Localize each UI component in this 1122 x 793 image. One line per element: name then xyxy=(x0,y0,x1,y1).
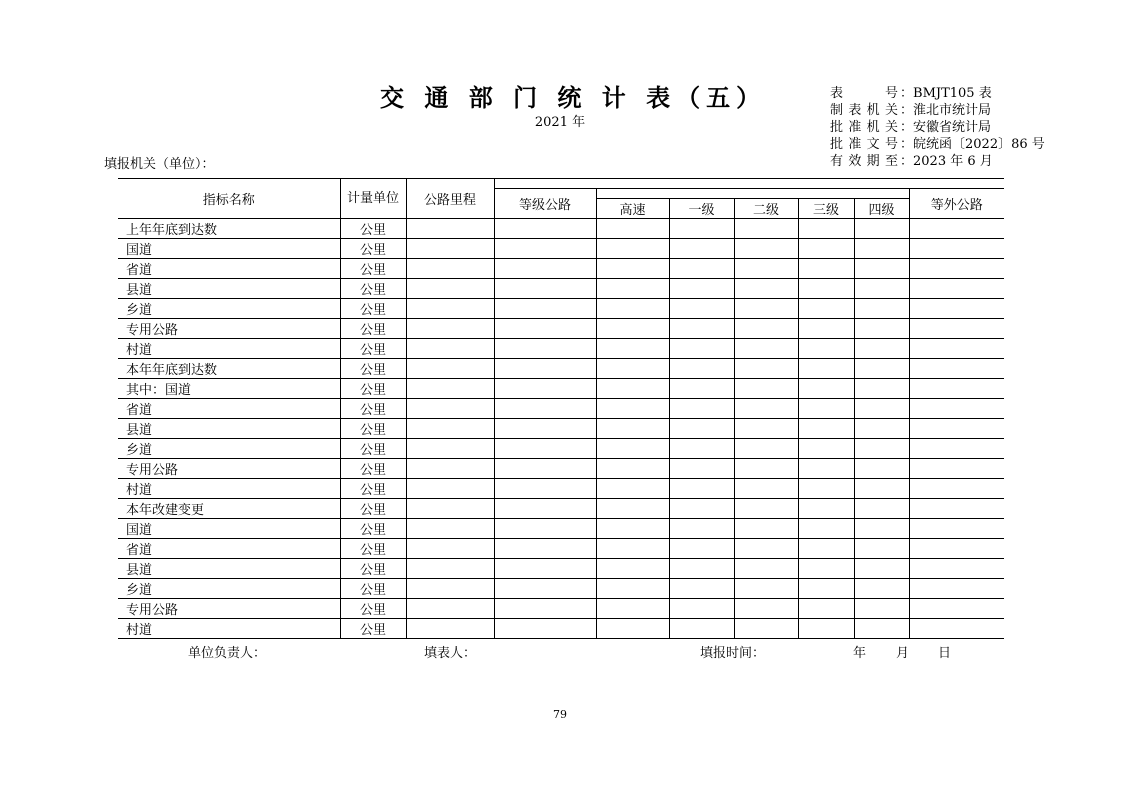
data-cell[interactable] xyxy=(669,379,734,399)
data-cell[interactable] xyxy=(909,419,1004,439)
data-cell[interactable] xyxy=(494,339,596,359)
data-cell[interactable] xyxy=(596,479,669,499)
row-unit: 公里 xyxy=(340,259,406,279)
meta-form-number: 表 号 ： BMJT105 表 xyxy=(830,86,992,101)
meta-issuer: 制表机关 ： 淮北市统计局 xyxy=(830,103,992,118)
data-cell[interactable] xyxy=(406,459,494,479)
header-name: 指标名称 xyxy=(118,179,340,219)
data-cell[interactable] xyxy=(798,339,854,359)
data-cell[interactable] xyxy=(494,519,596,539)
data-cell[interactable] xyxy=(734,579,798,599)
row-indicator-name: 县道 xyxy=(118,559,340,579)
data-cell[interactable] xyxy=(406,299,494,319)
data-cell[interactable] xyxy=(669,479,734,499)
data-cell[interactable] xyxy=(798,519,854,539)
data-cell[interactable] xyxy=(798,439,854,459)
footer-preparer: 填表人： xyxy=(424,646,477,661)
data-cell[interactable] xyxy=(494,319,596,339)
data-cell[interactable] xyxy=(854,459,909,479)
row-unit: 公里 xyxy=(340,499,406,519)
data-cell[interactable] xyxy=(494,419,596,439)
row-indicator-name: 省道 xyxy=(118,259,340,279)
data-cell[interactable] xyxy=(909,579,1004,599)
data-cell[interactable] xyxy=(854,499,909,519)
data-cell[interactable] xyxy=(596,499,669,519)
table-row xyxy=(118,599,1004,619)
data-cell[interactable] xyxy=(854,359,909,379)
data-cell[interactable] xyxy=(406,579,494,599)
header-unit: 计量单位 xyxy=(340,179,406,219)
data-cell[interactable] xyxy=(854,419,909,439)
data-cell[interactable] xyxy=(669,499,734,519)
row-indicator-name: 本年改建变更 xyxy=(118,499,340,519)
row-unit: 公里 xyxy=(340,279,406,299)
data-cell[interactable] xyxy=(494,579,596,599)
data-cell[interactable] xyxy=(669,399,734,419)
data-cell[interactable] xyxy=(854,299,909,319)
data-cell[interactable] xyxy=(734,439,798,459)
data-cell[interactable] xyxy=(406,339,494,359)
table-row xyxy=(118,359,1004,379)
meta-value: 淮北市统计局 xyxy=(913,103,992,118)
data-cell[interactable] xyxy=(854,559,909,579)
header-class1: 一级 xyxy=(669,199,734,219)
data-cell[interactable] xyxy=(909,279,1004,299)
data-cell[interactable] xyxy=(909,319,1004,339)
data-cell[interactable] xyxy=(406,439,494,459)
data-cell[interactable] xyxy=(798,359,854,379)
data-cell[interactable] xyxy=(494,539,596,559)
meta-label: 批准机关 xyxy=(830,120,898,135)
data-cell[interactable] xyxy=(596,399,669,419)
row-unit: 公里 xyxy=(340,379,406,399)
data-cell[interactable] xyxy=(854,279,909,299)
row-indicator-name: 专用公路 xyxy=(118,459,340,479)
data-cell[interactable] xyxy=(669,359,734,379)
data-cell[interactable] xyxy=(494,299,596,319)
table-row xyxy=(118,419,1004,439)
data-cell[interactable] xyxy=(406,559,494,579)
data-cell[interactable] xyxy=(669,539,734,559)
row-unit: 公里 xyxy=(340,519,406,539)
data-cell[interactable] xyxy=(596,539,669,559)
data-cell[interactable] xyxy=(734,339,798,359)
row-indicator-name: 村道 xyxy=(118,479,340,499)
data-cell[interactable] xyxy=(734,239,798,259)
data-cell[interactable] xyxy=(406,239,494,259)
data-cell[interactable] xyxy=(494,499,596,519)
table-row xyxy=(118,579,1004,599)
row-indicator-name: 省道 xyxy=(118,539,340,559)
data-cell[interactable] xyxy=(909,459,1004,479)
meta-value: BMJT105 表 xyxy=(913,86,992,101)
table-row xyxy=(118,379,1004,399)
data-cell[interactable] xyxy=(854,619,909,639)
data-cell[interactable] xyxy=(909,499,1004,519)
data-cell[interactable] xyxy=(854,579,909,599)
data-cell[interactable] xyxy=(909,439,1004,459)
data-cell[interactable] xyxy=(596,419,669,439)
data-cell[interactable] xyxy=(854,599,909,619)
data-cell[interactable] xyxy=(734,419,798,439)
data-cell[interactable] xyxy=(798,539,854,559)
data-cell[interactable] xyxy=(669,279,734,299)
form-meta xyxy=(830,85,1045,170)
data-cell[interactable] xyxy=(596,279,669,299)
row-unit: 公里 xyxy=(340,219,406,239)
header-substandard: 等外公路 xyxy=(909,189,1004,219)
row-unit: 公里 xyxy=(340,599,406,619)
data-cell[interactable] xyxy=(909,239,1004,259)
row-unit: 公里 xyxy=(340,539,406,559)
page-number: 79 xyxy=(553,708,567,721)
data-cell[interactable] xyxy=(406,419,494,439)
header-blank-sub xyxy=(596,189,909,199)
data-cell[interactable] xyxy=(909,379,1004,399)
data-cell[interactable] xyxy=(494,259,596,279)
row-indicator-name: 国道 xyxy=(118,519,340,539)
data-cell[interactable] xyxy=(854,439,909,459)
statistics-table xyxy=(118,178,1004,639)
row-unit: 公里 xyxy=(340,559,406,579)
data-cell[interactable] xyxy=(494,239,596,259)
data-cell[interactable] xyxy=(734,599,798,619)
data-cell[interactable] xyxy=(734,279,798,299)
row-indicator-name: 县道 xyxy=(118,279,340,299)
data-cell[interactable] xyxy=(669,519,734,539)
data-cell[interactable] xyxy=(406,279,494,299)
data-cell[interactable] xyxy=(734,519,798,539)
data-cell[interactable] xyxy=(596,359,669,379)
data-cell[interactable] xyxy=(494,359,596,379)
row-indicator-name: 专用公路 xyxy=(118,319,340,339)
data-cell[interactable] xyxy=(406,539,494,559)
table-row xyxy=(118,459,1004,479)
table-row xyxy=(118,499,1004,519)
filler-label: 填报机关（单位）： xyxy=(104,157,215,172)
data-cell[interactable] xyxy=(596,239,669,259)
data-cell[interactable] xyxy=(494,379,596,399)
data-cell[interactable] xyxy=(494,279,596,299)
meta-value: 皖统函〔2022〕86 号 xyxy=(913,137,1045,152)
data-cell[interactable] xyxy=(854,339,909,359)
footer-month: 月 xyxy=(896,646,910,661)
data-cell[interactable] xyxy=(734,459,798,479)
data-cell[interactable] xyxy=(494,439,596,459)
meta-value: 2023 年 6 月 xyxy=(913,154,993,169)
row-indicator-name: 乡道 xyxy=(118,299,340,319)
table-body xyxy=(118,219,1004,639)
data-cell[interactable] xyxy=(909,399,1004,419)
meta-label: 有效期至 xyxy=(830,154,898,169)
data-cell[interactable] xyxy=(669,419,734,439)
table-row xyxy=(118,279,1004,299)
data-cell[interactable] xyxy=(909,219,1004,239)
data-cell[interactable] xyxy=(734,259,798,279)
row-indicator-name: 乡道 xyxy=(118,439,340,459)
data-cell[interactable] xyxy=(734,399,798,419)
row-unit: 公里 xyxy=(340,339,406,359)
data-cell[interactable] xyxy=(669,599,734,619)
data-cell[interactable] xyxy=(798,299,854,319)
data-cell[interactable] xyxy=(909,299,1004,319)
row-indicator-name: 上年年底到达数 xyxy=(118,219,340,239)
data-cell[interactable] xyxy=(596,559,669,579)
row-unit: 公里 xyxy=(340,319,406,339)
data-cell[interactable] xyxy=(494,619,596,639)
row-indicator-name: 专用公路 xyxy=(118,599,340,619)
data-cell[interactable] xyxy=(798,579,854,599)
data-cell[interactable] xyxy=(669,319,734,339)
meta-approver: 批准机关 ： 安徽省统计局 xyxy=(830,120,992,135)
table-row xyxy=(118,259,1004,279)
data-cell[interactable] xyxy=(798,559,854,579)
table-row xyxy=(118,399,1004,419)
data-cell[interactable] xyxy=(734,539,798,559)
data-cell[interactable] xyxy=(798,599,854,619)
header-class3: 三级 xyxy=(798,199,854,219)
table-row xyxy=(118,439,1004,459)
data-cell[interactable] xyxy=(406,479,494,499)
data-cell[interactable] xyxy=(734,619,798,639)
data-cell[interactable] xyxy=(669,239,734,259)
row-indicator-name: 省道 xyxy=(118,399,340,419)
data-cell[interactable] xyxy=(909,479,1004,499)
data-cell[interactable] xyxy=(734,319,798,339)
data-cell[interactable] xyxy=(406,499,494,519)
data-cell[interactable] xyxy=(798,219,854,239)
header-expressway: 高速 xyxy=(596,199,669,219)
row-unit: 公里 xyxy=(340,619,406,639)
header-graded: 等级公路 xyxy=(494,189,596,219)
meta-label: 批准文号 xyxy=(830,137,898,152)
row-unit: 公里 xyxy=(340,299,406,319)
row-unit: 公里 xyxy=(340,359,406,379)
meta-value: 安徽省统计局 xyxy=(913,120,992,135)
meta-valid-until: 有效期至 ： 2023 年 6 月 xyxy=(830,154,993,169)
data-cell[interactable] xyxy=(669,219,734,239)
data-cell[interactable] xyxy=(669,299,734,319)
data-cell[interactable] xyxy=(909,559,1004,579)
data-cell[interactable] xyxy=(669,579,734,599)
data-cell[interactable] xyxy=(909,359,1004,379)
data-cell[interactable] xyxy=(494,559,596,579)
data-cell[interactable] xyxy=(798,319,854,339)
data-cell[interactable] xyxy=(734,499,798,519)
row-indicator-name: 其中：国道 xyxy=(118,379,340,399)
data-cell[interactable] xyxy=(734,299,798,319)
data-cell[interactable] xyxy=(406,399,494,419)
data-cell[interactable] xyxy=(669,619,734,639)
data-cell[interactable] xyxy=(494,399,596,419)
data-cell[interactable] xyxy=(854,479,909,499)
row-indicator-name: 村道 xyxy=(118,339,340,359)
data-cell[interactable] xyxy=(406,379,494,399)
data-cell[interactable] xyxy=(798,379,854,399)
data-cell[interactable] xyxy=(596,299,669,319)
row-unit: 公里 xyxy=(340,459,406,479)
data-cell[interactable] xyxy=(854,259,909,279)
row-unit: 公里 xyxy=(340,239,406,259)
data-cell[interactable] xyxy=(596,219,669,239)
footer-unit-head: 单位负责人： xyxy=(188,646,267,661)
row-indicator-name: 乡道 xyxy=(118,579,340,599)
header-blank xyxy=(494,179,1004,189)
data-cell[interactable] xyxy=(596,379,669,399)
table-row xyxy=(118,619,1004,639)
data-cell[interactable] xyxy=(854,219,909,239)
data-cell[interactable] xyxy=(596,619,669,639)
data-cell[interactable] xyxy=(406,259,494,279)
data-cell[interactable] xyxy=(798,259,854,279)
row-unit: 公里 xyxy=(340,479,406,499)
data-cell[interactable] xyxy=(596,259,669,279)
data-cell[interactable] xyxy=(406,319,494,339)
data-cell[interactable] xyxy=(909,519,1004,539)
data-cell[interactable] xyxy=(596,319,669,339)
data-cell[interactable] xyxy=(596,599,669,619)
row-indicator-name: 村道 xyxy=(118,619,340,639)
data-cell[interactable] xyxy=(909,259,1004,279)
footer-year: 年 xyxy=(853,646,867,661)
data-cell[interactable] xyxy=(909,339,1004,359)
data-cell[interactable] xyxy=(669,559,734,579)
table-row xyxy=(118,299,1004,319)
row-indicator-name: 本年年底到达数 xyxy=(118,359,340,379)
data-cell[interactable] xyxy=(596,519,669,539)
data-cell[interactable] xyxy=(798,459,854,479)
header-class4: 四级 xyxy=(854,199,909,219)
table-row xyxy=(118,219,1004,239)
data-cell[interactable] xyxy=(909,539,1004,559)
data-cell[interactable] xyxy=(596,439,669,459)
data-cell[interactable] xyxy=(909,599,1004,619)
data-cell[interactable] xyxy=(596,339,669,359)
data-cell[interactable] xyxy=(854,379,909,399)
table-row xyxy=(118,319,1004,339)
table-row xyxy=(118,239,1004,259)
footer-fill-time: 填报时间： xyxy=(700,646,766,661)
data-cell[interactable] xyxy=(596,459,669,479)
table-row xyxy=(118,339,1004,359)
row-unit: 公里 xyxy=(340,579,406,599)
data-cell[interactable] xyxy=(734,219,798,239)
table-row xyxy=(118,479,1004,499)
row-unit: 公里 xyxy=(340,439,406,459)
data-cell[interactable] xyxy=(854,539,909,559)
data-cell[interactable] xyxy=(798,479,854,499)
page-title: 交 通 部 门 统 计 表（五） xyxy=(380,83,767,112)
table-row xyxy=(118,559,1004,579)
data-cell[interactable] xyxy=(798,419,854,439)
data-cell[interactable] xyxy=(669,339,734,359)
row-unit: 公里 xyxy=(340,399,406,419)
data-cell[interactable] xyxy=(854,319,909,339)
data-cell[interactable] xyxy=(406,619,494,639)
data-cell[interactable] xyxy=(854,239,909,259)
table-row xyxy=(118,519,1004,539)
footer-day: 日 xyxy=(938,646,952,661)
meta-label: 表 号 xyxy=(830,86,898,101)
meta-label: 制表机关 xyxy=(830,103,898,118)
data-cell[interactable] xyxy=(798,279,854,299)
data-cell[interactable] xyxy=(494,479,596,499)
data-cell[interactable] xyxy=(596,579,669,599)
data-cell[interactable] xyxy=(494,459,596,479)
row-indicator-name: 国道 xyxy=(118,239,340,259)
data-cell[interactable] xyxy=(854,519,909,539)
data-cell[interactable] xyxy=(798,399,854,419)
data-cell[interactable] xyxy=(406,359,494,379)
meta-approval-doc: 批准文号 ： 皖统函〔2022〕86 号 xyxy=(830,137,1045,152)
data-cell[interactable] xyxy=(798,619,854,639)
row-indicator-name: 县道 xyxy=(118,419,340,439)
data-cell[interactable] xyxy=(734,379,798,399)
data-cell[interactable] xyxy=(406,219,494,239)
header-class2: 二级 xyxy=(734,199,798,219)
data-cell[interactable] xyxy=(494,219,596,239)
table-row xyxy=(118,539,1004,559)
header-mileage: 公路里程 xyxy=(406,179,494,219)
data-cell[interactable] xyxy=(798,239,854,259)
row-unit: 公里 xyxy=(340,419,406,439)
data-cell[interactable] xyxy=(734,359,798,379)
data-cell[interactable] xyxy=(798,499,854,519)
data-cell[interactable] xyxy=(406,599,494,619)
data-cell[interactable] xyxy=(854,399,909,419)
data-cell[interactable] xyxy=(494,599,596,619)
data-cell[interactable] xyxy=(406,519,494,539)
report-year: 2021 年 xyxy=(534,115,586,130)
data-cell[interactable] xyxy=(669,259,734,279)
data-cell[interactable] xyxy=(734,479,798,499)
data-cell[interactable] xyxy=(909,619,1004,639)
data-cell[interactable] xyxy=(669,439,734,459)
data-cell[interactable] xyxy=(734,559,798,579)
data-cell[interactable] xyxy=(669,459,734,479)
